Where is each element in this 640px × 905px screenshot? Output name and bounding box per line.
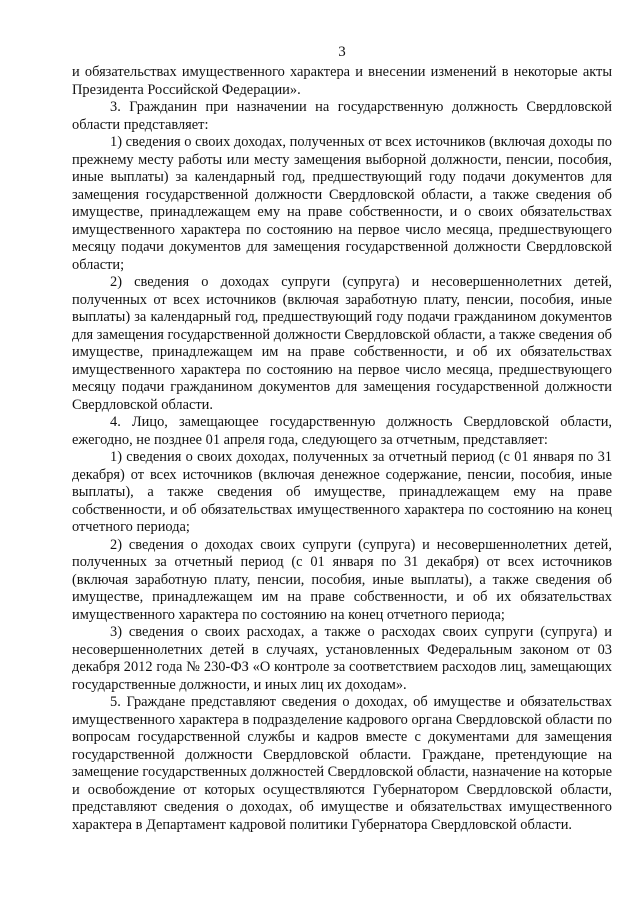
paragraph-section-3-item-1: 1) сведения о своих доходах, полученных от всех источников (включая доходы по прежнему месту работы или месту замещения выборной должности, пенсии, пособия, иные выплаты) за календарный год, предшествующий году подачи документов для замещения государственной должности Свердловской области, а также сведения об имуществе, принадлежащем ему на праве собственности, и о своих обязательствах имущественного характера по состоянию на первое число месяца, предшествующего месяцу подачи документов для замещения государственной должности Свердловской области; bbox=[72, 134, 612, 273]
paragraph-section-3: 3. Гражданин при назначении на государственную должность Свердловской области представляет: bbox=[72, 99, 612, 133]
paragraph-section-4-item-3: 3) сведения о своих расходах, а также о расходах своих супруги (супруга) и несовершеннолетних детей в случаях, установленных Федеральным законом от 03 декабря 2012 года № 230-ФЗ «О контроле за соответствием расходов лиц, замещающих государственные должности, и иных лиц их доходам». bbox=[72, 624, 612, 693]
paragraph-section-5: 5. Граждане представляют сведения о доходах, об имуществе и обязательствах имущественного характера в подразделение кадрового органа Свердловской области по вопросам государственной службы и кадров вместе с документами для замещения государственной должности Свердловской области. Граждане, претендующие на замещение государственных должностей Свердловской области, назначение на которые и освобождение от которых осуществляются Губернатором Свердловской области, представляют сведения о доходах, об имуществе и обязательствах имущественного характера в Департамент кадровой политики Губернатора Свердловской области. bbox=[72, 694, 612, 833]
paragraph-section-4: 4. Лицо, замещающее государственную должность Свердловской области, ежегодно, не позднее 01 апреля года, следующего за отчетным, представляет: bbox=[72, 414, 612, 448]
document-body bbox=[72, 64, 612, 834]
paragraph-section-3-item-2: 2) сведения о доходах супруги (супруга) и несовершеннолетних детей, полученных от всех источников (включая заработную плату, пенсии, пособия, иные выплаты) за календарный год, предшествующий году подачи гражданином документов для замещения государственной должности Свердловской области, а также сведения об имуществе, принадлежащем им на праве собственности, и об их обязательствах имущественного характера по состоянию на первое число месяца, предшествующего месяцу подачи гражданином документов для замещения государственной должности Свердловской области. bbox=[72, 274, 612, 413]
document-page bbox=[72, 0, 612, 905]
paragraph-section-4-item-2: 2) сведения о доходах своих супруги (супруга) и несовершеннолетних детей, полученных за отчетный период (с 01 января по 31 декабря) от всех источников (включая заработную плату, пенсии, пособия, иные выплаты), а также сведения об имуществе, принадлежащем им на праве собственности, и об их обязательствах имущественного характера по состоянию на конец отчетного периода; bbox=[72, 536, 612, 623]
paragraph-continuation: и обязательствах имущественного характера и внесении изменений в некоторые акты Президента Российской Федерации». bbox=[72, 64, 612, 98]
paragraph-section-4-item-1: 1) сведения о своих доходах, полученных за отчетный период (с 01 января по 31 декабря) от всех источников (включая денежное содержание, пенсии, пособия, иные выплаты), а также сведения об имуществе, принадлежащем ему на праве собственности, и об обязательствах имущественного характера по состоянию на конец отчетного периода; bbox=[72, 449, 612, 535]
page-number: 3 bbox=[338, 44, 346, 60]
